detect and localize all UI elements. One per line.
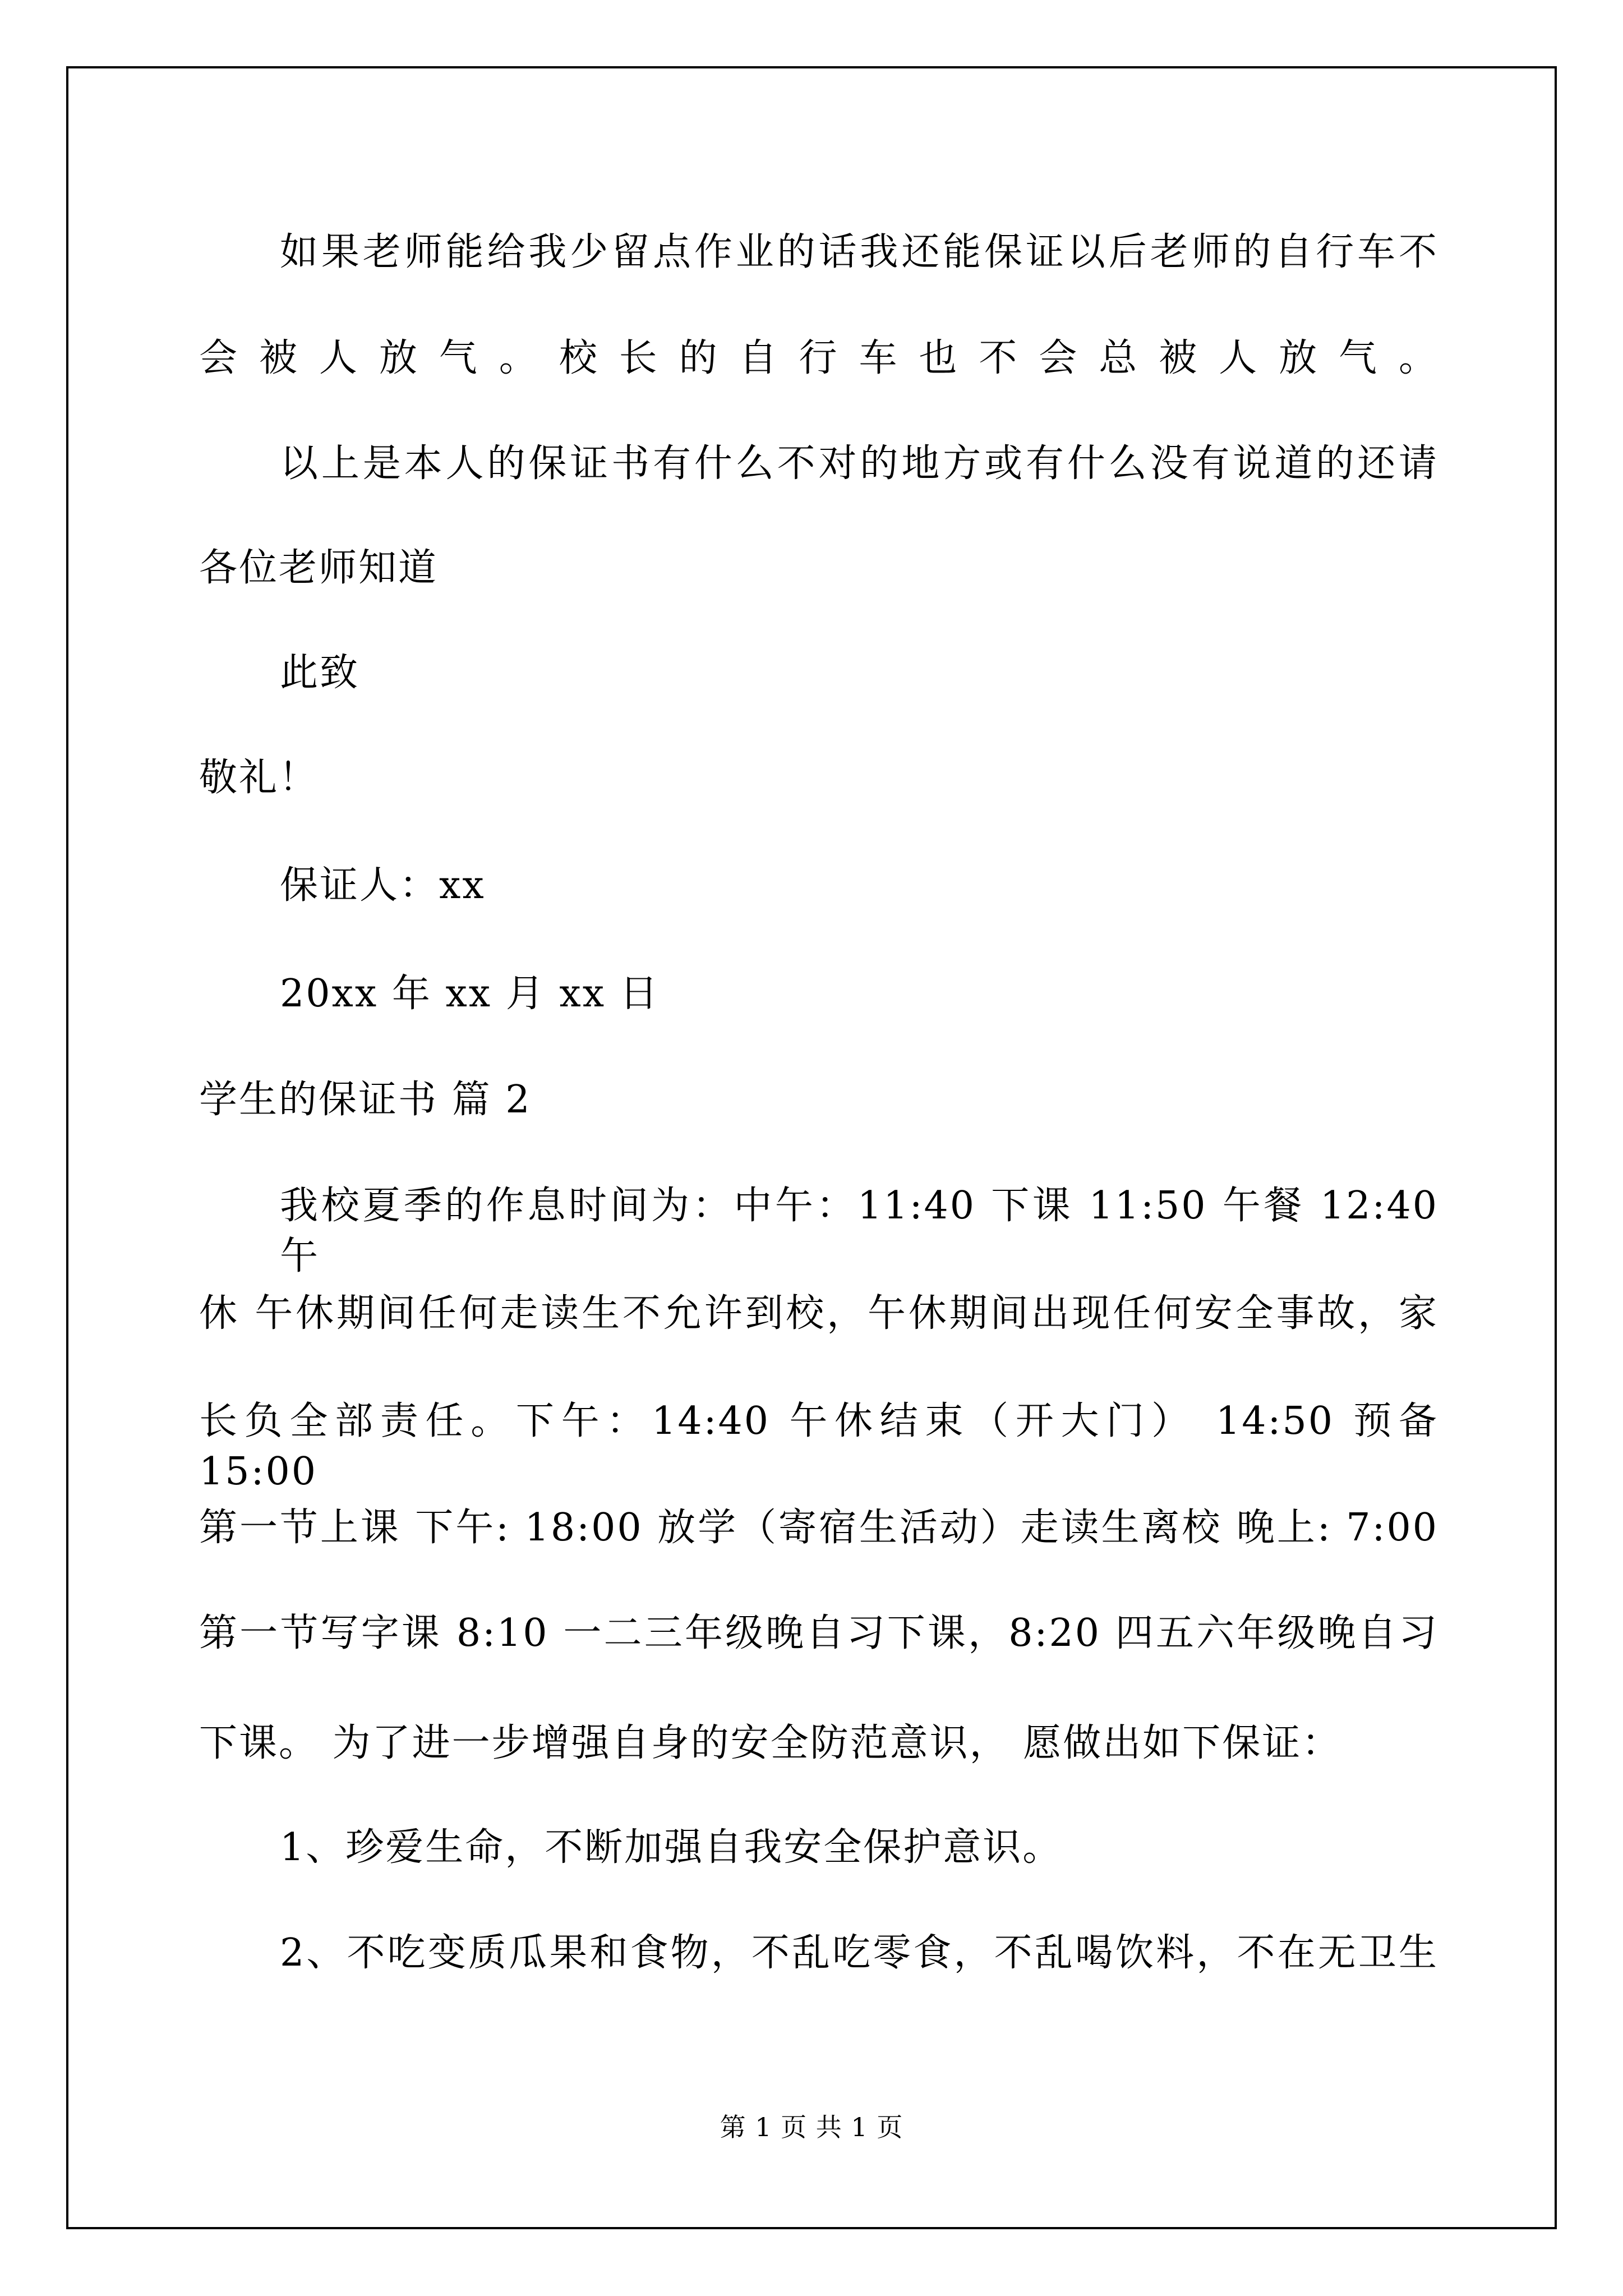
list-item: 2、不吃变质瓜果和食物，不乱吃零食，不乱喝饮料，不在无卫生 xyxy=(280,1931,1438,1975)
list-item: 1、珍爱生命，不断加强自我安全保护意识。 xyxy=(280,1825,1063,1870)
page-border xyxy=(66,66,1557,2229)
paragraph-line: 会被人放气。校长的自行车也不会总被人放气。 xyxy=(199,336,1438,380)
paragraph-line: 休 午休期间任何走读生不允许到校，午休期间出现任何安全事故，家 xyxy=(199,1291,1438,1336)
paragraph-line: 第一节写字课 8:10 一二三年级晚自习下课，8:20 四五六年级晚自习 xyxy=(199,1611,1438,1655)
paragraph-line: 各位老师知道 xyxy=(199,546,439,590)
paragraph-line: 以上是本人的保证书有什么不对的地方或有什么没有说道的还请 xyxy=(280,441,1438,486)
closing-salutation: 此致 xyxy=(280,651,360,695)
guarantor-line: 保证人：xx xyxy=(280,863,486,908)
paragraph-line: 长负全部责任。下午：14:40 午休结束（开大门） 14:50 预备 15:00 xyxy=(199,1399,1438,1494)
section-heading: 学生的保证书 篇 2 xyxy=(199,1078,532,1122)
paragraph-line: 下课。 为了进一步增强自身的安全防范意识， 愿做出如下保证： xyxy=(199,1721,1342,1765)
paragraph-line: 第一节上课 下午: 18:00 放学（寄宿生活动）走读生离校 晚上: 7:00 xyxy=(199,1506,1438,1550)
paragraph-line: 我校夏季的作息时间为：中午：11:40 下课 11:50 午餐 12:40 午 xyxy=(280,1184,1438,1278)
paragraph-line: 如果老师能给我少留点作业的话我还能保证以后老师的自行车不 xyxy=(280,230,1438,274)
page-footer: 第 1 页 共 1 页 xyxy=(720,2112,903,2142)
date-line: 20xx 年 xx 月 xx 日 xyxy=(280,972,660,1016)
closing-respect: 敬礼！ xyxy=(199,756,319,800)
